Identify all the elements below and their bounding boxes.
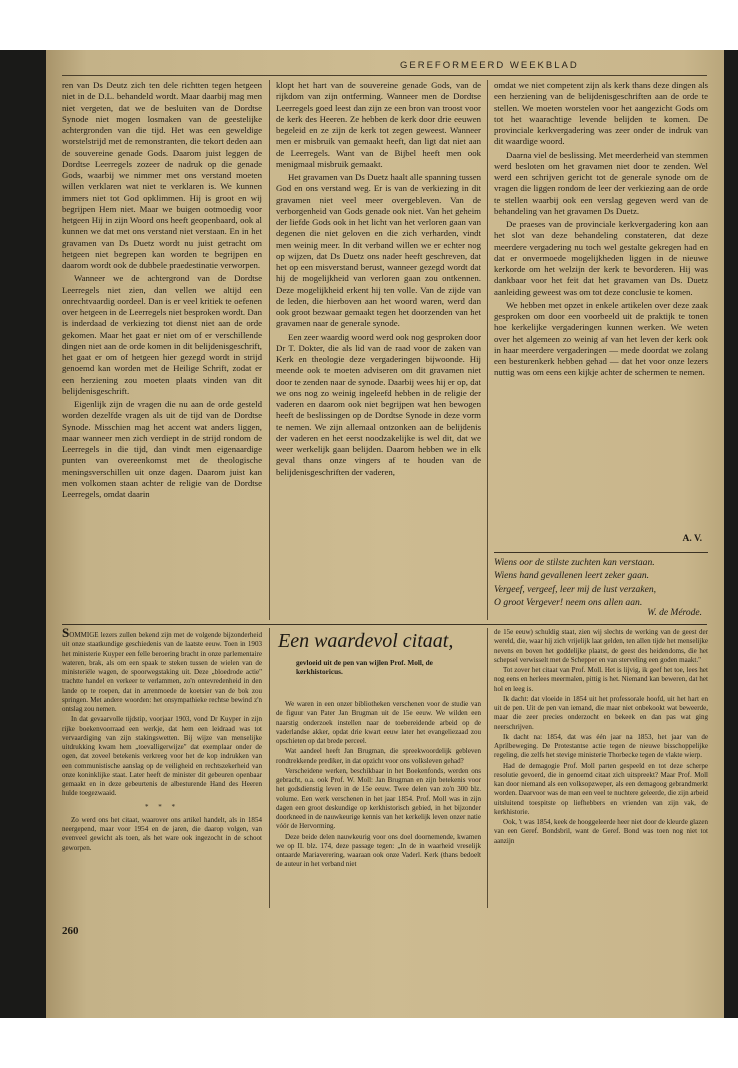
- paragraph: In dat gevaarvolle tijdstip, voorjaar 1903, vond Dr Kuyper in zijn rijke boekenvoorraad een werkje, dat hem een leidraad was tot vervaardiging van zijn stakingswetten. Bij wijze van menselijke uitdrukking kwam hem „toevalligerwijze" dat exemplaar onder de ogen, dat zoveel betekenis verkreeg voor het de kop indrukken van een communistische aanslag op de veiligheid en rechtszekerheid van onze koninklijke staat. Later heeft de minister dit gebeuren openbaar gemaakt en in deze gebeurtenis de albesturende Hand des Heeren hulde toegezwaaid.: [62, 715, 262, 798]
- drop-cap: S: [62, 628, 70, 640]
- paragraph: ren van Ds Deutz zich ten dele richtten tegen hetgeen niet in de D.L. behandeld wordt. Maar daarbij mag men niet vergeten, dat we de besluiten van de Dordtse Synode niet mogen losmaken van de geestelijke achtergronden van die tijd. Het was een geweldige worstelstrijd met de remonstranten, die tekort deden aan de souvereine genade Gods. Daarom juist leggen de Dordtse Leerregels zozeer de nadruk op die genade Gods, waarbij we nimmer met ons verstand moeten willen verklaren wat niet te verklaren is. We kunnen immers niet tot God opklimmen. Hij is groot en wij begrijpen Hem niet. Maar we buigen ootmoedig voor hetgeen Hij in zijn Woord ons heeft geopenbaard, ook al kunnen we dat met ons verstand niet verstaan. En in het gravamen van Ds Duetz wordt nu juist getracht om hetgeen niet begrepen kan worden te begrijpen en daarom wordt ook de dubbele praedestinatie verworpen.: [62, 80, 262, 270]
- paragraph: Eigenlijk zijn de vragen die nu aan de orde gesteld worden dezelfde vragen als uit de tijd van de Dordtse Synode. Misschien mag het accent wat anders liggen, maar wanneer men zich verdiept in de strijd rondom de Leerregels in die tijd, dan vindt men eigenaardige punten van overeenkomst met de theologische meningsverschillen uit onze dagen. Daarom juist kan men volkomen staan achter de religie van de Dordtse Leerregels, omdat daarin: [62, 399, 262, 499]
- paragraph: Wat aandeel heeft Jan Brugman, die spreekwoordelijk gebleven rondtrekkende prediker, in dat opzicht voor ons volksleven gehad?: [276, 747, 481, 765]
- article-title: Een waardevol citaat,: [278, 630, 454, 652]
- poem-line: Wiens oor de stilste zuchten kan verstaan.: [494, 557, 655, 568]
- bottom-column-3: [494, 628, 708, 912]
- paragraph: [62, 628, 262, 714]
- paragraph: De praeses van de provinciale kerkvergadering kon aan het slot van deze behandeling constateren, dat deze meerdere vergadering nu toch wel gestalte gekregen had en dat er onvermoede mogelijkheden liggen in de nieuwe kerkorde om het welzijn der kerk te bevorderen. Hij was dankbaar voor het feit dat het gravamen van Ds. Duetz aanleiding geweest was om tot deze conclusie te komen.: [494, 219, 708, 297]
- poem-line: Wiens hand gevallenen leert zeker gaan.: [494, 570, 650, 582]
- column-rule: [269, 80, 270, 620]
- column-1: [62, 80, 262, 622]
- column-rule: [487, 80, 488, 620]
- paragraph: Ook, 't was 1854, keek de hooggeleerde heer niet door de kleurde glazen van een Geref. Bondsbril, want de Geref. Bond was toen nog niet tot aanzijn: [494, 818, 708, 845]
- column-3: [494, 80, 708, 536]
- column-rule: [269, 628, 270, 908]
- paragraph: Had de demagogie Prof. Moll parten gespeeld en tot deze scherpe resolutie gevoerd, die in genoemd citaat zich uitspreekt? Maar Prof. Moll kan door niemand als een volksopzweper, als een demagoog gebrandmerkt worden. Daarvoor was de man een veel te nuchtere geleerde, die zijn arbeid uitsluitend toespitste op liefhebbers en vrienden van zijn vak, de kerkhistorie.: [494, 761, 708, 816]
- author-signature: A. V.: [682, 534, 702, 544]
- paragraph: Een zeer waardig woord werd ook nog gesproken door Dr T. Dokter, die als lid van de raad voor de zaken van Kerk en theologie deze vergaderingen bijwoonde. Hij meende ook te moeten adviseren om dit gravamen niet door te zenden naar de synode. Daarbij wees hij er op, dat we ons nog zo weinig ingeleefd hebben in de religie der vaderen en daarom ook niet begrijpen wat hen bewogen heeft de beslissingen op de Dordtse Synode in deze vorm te nemen. We zijn allemaal ontzonken aan de belijdenis der vaderen en het eerst noodzakelijke is wel dit, dat we weer werkelijk gaan belijden. Daarom hebben we in elk geval thans onze vingers af te houden van de belijdenisgeschriften der vaderen,: [276, 331, 481, 477]
- paragraph-text: OMMIGE lezers zullen bekend zijn met de volgende bijzonderheid uit onze staatkundige geschiedenis van de laatste eeuw. Toen in 1903 het ministerie Kuyper een felle beroering bracht in onze parlementaire wateren, brak, als om een spaak te steken tussen de wielen van de ministeriële wagen, de spoorwegstaking uit. Deze „bloedrode actie" trachtte handel en verkeer te verlammen, zo'n ontevredenheid in den lande op te roepen, dat in arrenmoede de koetsier van de bok zou springen. Met andere woorden: het onsympathieke rechtse bewind z'n ontslag zou nemen.: [62, 631, 262, 713]
- article-byline: gevloeid uit de pen van wijlen Prof. Moll, de kerkhistoricus.: [296, 658, 433, 677]
- paragraph: de 15e eeuw) schuldig staat, zien wij slechts de werking van de geest der wereld, die, waar hij zich vrijelijk laat gelden, ten allen tijde het menselijke nevens en boven het goddelijke plaatst, de geest des heidendoms, die het schepsel verwisselt met de Schepper en van sterveling een goden maakt.": [494, 628, 708, 664]
- paragraph: We waren in een onzer bibliotheken verschenen voor de studie van de figuur van Pater Jan Brugman uit de 15e eeuw. We wilden een naarstig onderzoek instellen naar de toebereidende arbeid op de vaderlandse akker, opdat drie kwart eeuw later het evangeliezaad zou opschieten op dat brede perceel.: [276, 700, 481, 745]
- paragraph: omdat we niet competent zijn als kerk thans deze dingen als een herziening van de belijdenisgeschriften aan de orde te stellen. We moeten worstelen voor het aangezicht Gods om tot het waarachtige levende belijden te komen. De provinciale kerkvergadering was zeer onder de indruk van dit waardige woord.: [494, 80, 708, 147]
- paragraph: Ik dacht na: 1854, dat was één jaar na 1853, het jaar van de Aprilbeweging. De Protestantse actie tegen de nieuwe bisschoppelijke regeling, die zelfs het stevige ministerie Thorbecke tegen de vlakte wierp.: [494, 732, 708, 760]
- paragraph: Daarna viel de beslissing. Met meerderheid van stemmen werd besloten om het gravamen niet door te zenden. Wel werd een schrijven gericht tot de generale synode om de vragen die liggen rondom de leer der verkiezing aan de orde te stellen waarbij ook een verslag gegeven werd van de behandeling van het gravamen Ds Duetz.: [494, 149, 708, 216]
- divider: [494, 552, 708, 553]
- poem-line: Vergeef, vergeef, leer mij de lust verzaken,: [494, 583, 657, 595]
- poem-line: O groot Vergever! neem ons allen aan.: [494, 597, 643, 609]
- paragraph: Wanneer we de achtergrond van de Dordtse Leerregels niet zien, dan vellen we altijd een onrechtvaardig oordeel. Dan is er veel kritiek te oefenen over hetgeen in de Leerregels niet besproken wordt. Dan is inderdaad de verkiezing tot dienst niet aan de orde gekomen. Maar het gaat er niet om of er verschillende dingen niet aan de orde komen in dit belijdenisgeschrift, het gaat er om of hetgeen hier gezegd wordt in strijd genoemd kan worden met de Heilige Schrift, zodat er een herziening zou moeten plaats vinden van dit belijdenisgeschrift.: [62, 273, 262, 396]
- bottom-column-1: [62, 628, 262, 912]
- column-2: [276, 80, 481, 622]
- section-divider: [62, 624, 707, 625]
- paragraph: Ik dacht: dat vloeide in 1854 uit het professorale hoofd, uit het hart en uit de pen. Uit de pen van iemand, die maar niet onbekookt wat beweerde, maar die zeer precies onderzocht en bekeek en dan pas wat ging neerschrijven.: [494, 694, 708, 731]
- poem: [494, 556, 708, 610]
- page-number: 260: [62, 925, 79, 937]
- paragraph: Verscheidene werken, beschikbaar in het Boekenfonds, werden ons gebracht, o.a. ook Prof. W. Moll: Jan Brugman en zijn betekenis voor het godsdienstig leven in de 15e eeuw. Twee delen van zo'n 300 blz. volume. Een werk verschenen in het jaar 1854. Prof. Moll was in zijn dagen een groot deskundige op kerkhistorisch gebied, in het bijzonder doorkneed in de nauwkeurige kennis van het kerkelijk leven onzer natie vóór de Hervorming.: [276, 766, 481, 831]
- paragraph: klopt het hart van de souvereine genade Gods, van de rijkdom van zijn ontferming. Wanneer men de Dordtse Leerregels goed leest dan zijn ze een bron van troost voor de kerk des Heeren. Ze hebben de kerk door drie eeuwen begeleid en ze zijn de kerk tot zegen geweest. Wanneer men er misbruik van gemaakt heeft, dan ligt dat niet aan de Leerregels. Want van de Bijbel heeft men ook menigmaal misbruik gemaakt.: [276, 80, 481, 169]
- poem-author: W. de Mérode.: [647, 608, 702, 618]
- paragraph: Tot zover het citaat van Prof. Moll. Het is lijvig, ik geef het toe, lees het nog eens en herlees meermalen, pittig is het. Niemand kan beweren, dat het hol en leeg is.: [494, 666, 708, 693]
- paragraph: Deze beide delen nauwkeurig voor ons doel doornemende, kwamen we op II. blz. 174, deze passage tegen: „In de in waarheid vreselijk ontaarde Mariaverering, waaraan ook onze Vaderl. Kerk (thans bedoelt de auteur in het verband niet: [276, 832, 481, 869]
- paragraph: We hebben met opzet in enkele artikelen over deze zaak gesproken om door een voorbeeld uit de praktijk te tonen hoe kerkelijke vergaderingen kunnen werken. We weten over het algemeen zo weinig af van het leven der kerk ook in haar meerdere vergaderingen — mede doordat we zolang een besturenkerk hebben gehad — dat het voor onze lezers nuttig was om eens een kijkje achter de schermen te nemen.: [494, 299, 708, 378]
- column-rule: [487, 628, 488, 908]
- paragraph: Zo werd ons het citaat, waarover ons artikel handelt, als in 1854 neergepend, maar voor 1954 en de jaren, die daarop volgen, van evenveel gewicht als toen, als het ware ook ingezocht in de schoot geworpen.: [62, 815, 262, 852]
- page-header: GEREFORMEERD WEEKBLAD: [400, 60, 579, 71]
- header-rule: [62, 75, 707, 76]
- paragraph: Het gravamen van Ds Duetz haalt alle spanning tussen God en ons verstand weg. Er is van de verkiezing in dit gravamen niet veel meer overgebleven. Van de verborgenheid van Gods genade ook niet. Van het geheim der liefde Gods ook in het licht van het verloren gaan van degenen die niet geloven en die zich verharden, vindt men weinig meer. In dit verband willen we er echter nog op wijzen, dat Ds Duetz ons nader heeft geschreven, dat het op een misverstand berust, wanneer gezegd wordt dat hij de mogelijkheid van verloren gaan zou ontkennen. Deze mogelijkheid erkent hij ten volle. Van de zijde van de leden, die hierboven aan het woord waren, werd dan ook groot bezwaar gemaakt tegen het doorzenden van het gravamen naar de generale synode.: [276, 172, 481, 329]
- bottom-column-2: [276, 700, 481, 912]
- separator-stars: * * *: [144, 802, 180, 811]
